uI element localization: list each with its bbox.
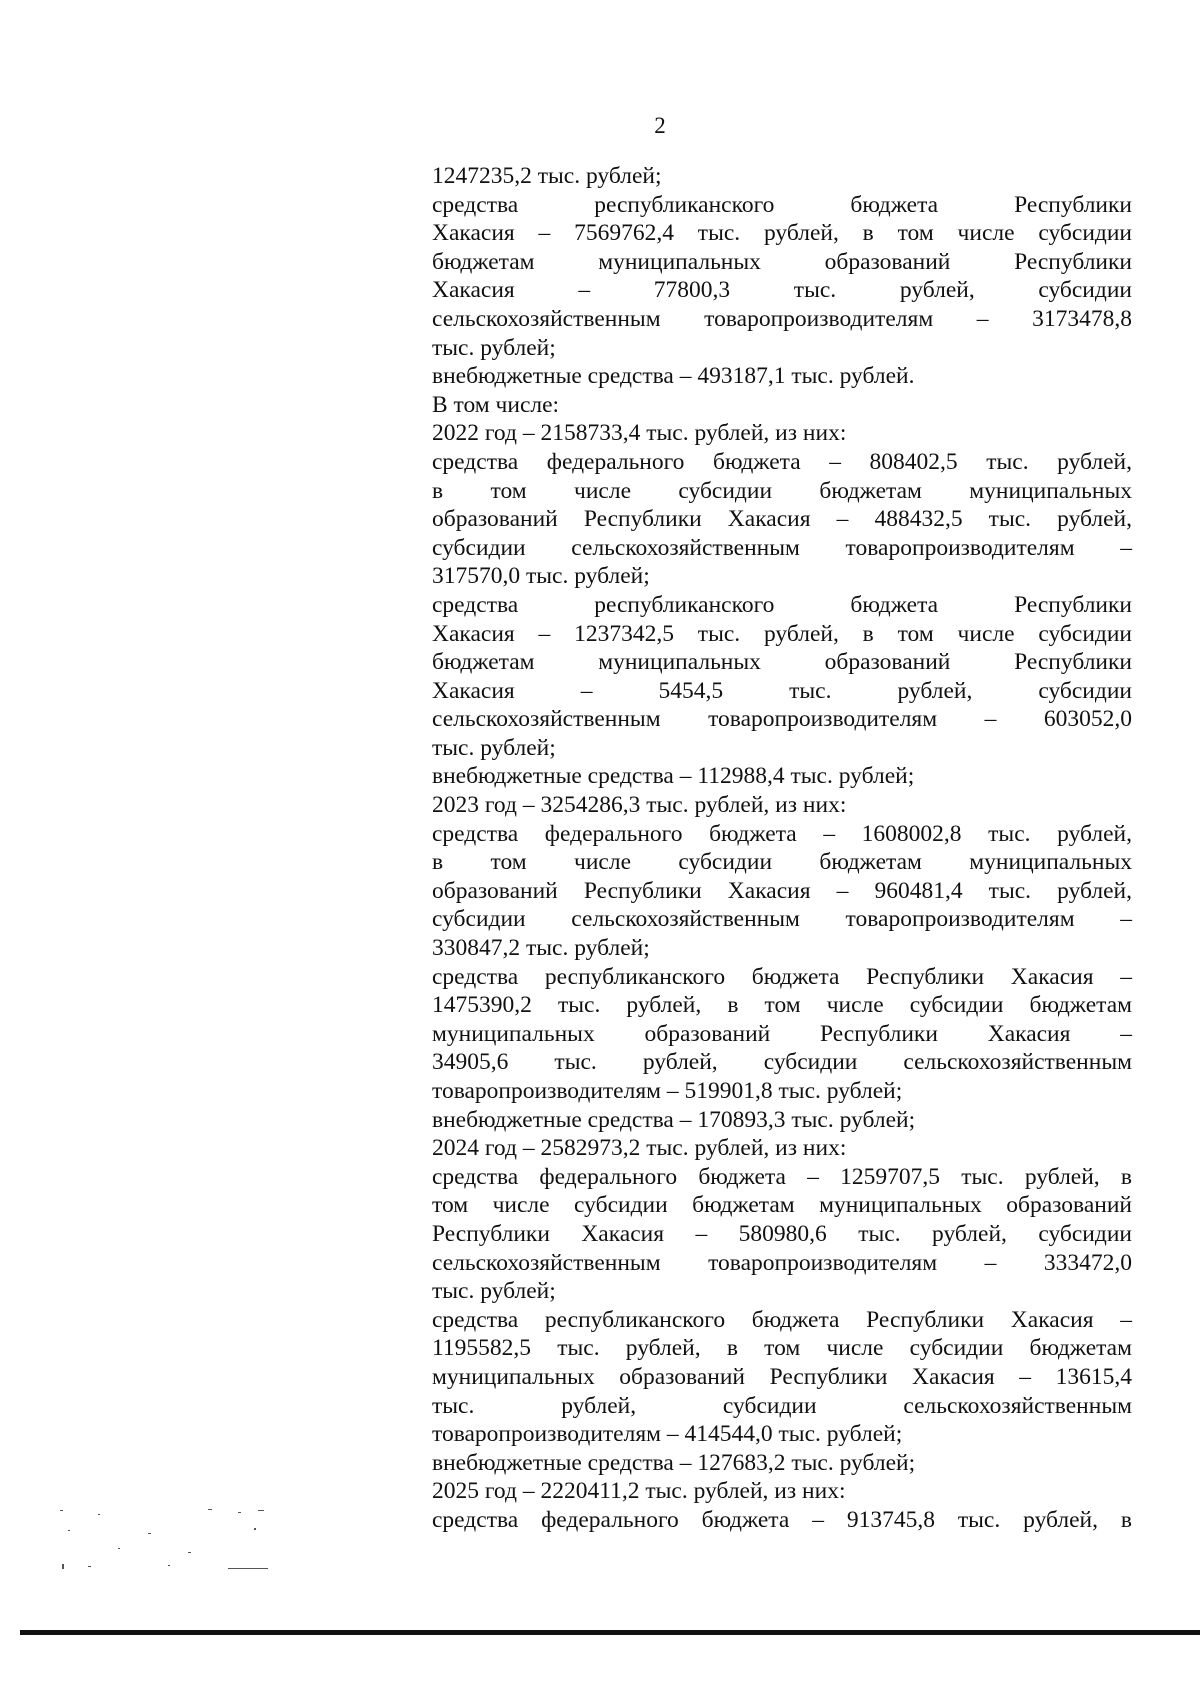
text-line: тыс. рублей, субсидии сельскохозяйственным: [432, 1392, 1132, 1419]
text-line: 1475390,2 тыс. рублей, в том числе субсидии бюджетам: [432, 992, 1132, 1019]
text-line: средства федерального бюджета – 1259707,5 тыс. рублей, в: [432, 1163, 1132, 1190]
scan-artifact: [58, 1508, 278, 1578]
text-line: сельскохозяйственным товаропроизводителям – 3173478,8: [432, 305, 1132, 332]
text-line: 1247235,2 тыс. рублей;: [432, 163, 662, 189]
text-line: субсидии сельскохозяйственным товаропроизводителям –: [432, 534, 1132, 561]
text-line: тыс. рублей;: [432, 334, 556, 361]
text-line: субсидии сельскохозяйственным товаропроизводителям –: [432, 906, 1132, 933]
text-line: средства республиканского бюджета Республики: [432, 191, 1132, 218]
text-line: средства федерального бюджета – 913745,8 тыс. рублей, в: [432, 1506, 1132, 1533]
text-line: 330847,2 тыс. рублей;: [432, 935, 650, 962]
text-line: товаропроизводителям – 414544,0 тыс. рублей;: [432, 1421, 903, 1448]
text-line: 2024 год – 2582973,2 тыс. рублей, из них:: [432, 1135, 847, 1162]
text-line: 1195582,5 тыс. рублей, в том числе субсидии бюджетам: [432, 1335, 1132, 1362]
text-line: 2025 год – 2220411,2 тыс. рублей, из них:: [432, 1478, 846, 1505]
text-line: внебюджетные средства – 170893,3 тыс. рублей;: [432, 1106, 916, 1133]
text-line: образований Республики Хакасия – 488432,5 тыс. рублей,: [432, 506, 1132, 533]
text-line: 2023 год – 3254286,3 тыс. рублей, из них:: [432, 792, 847, 819]
text-line: Хакасия – 77800,3 тыс. рублей, субсидии: [432, 277, 1132, 304]
text-line: средства республиканского бюджета Республики: [432, 591, 1132, 618]
text-line: внебюджетные средства – 127683,2 тыс. рублей;: [432, 1449, 916, 1476]
text-line: образований Республики Хакасия – 960481,4 тыс. рублей,: [432, 877, 1132, 904]
text-line: муниципальных образований Республики Хакасия – 13615,4: [432, 1363, 1132, 1390]
text-line: сельскохозяйственным товаропроизводителям – 603052,0: [432, 706, 1132, 733]
text-line: бюджетам муниципальных образований Республики: [432, 649, 1132, 676]
text-line: в том числе субсидии бюджетам муниципальных: [432, 849, 1132, 876]
text-line: средства федерального бюджета – 1608002,8 тыс. рублей,: [432, 820, 1132, 847]
text-line: Республики Хакасия – 580980,6 тыс. рублей, субсидии: [432, 1220, 1132, 1247]
text-line: В том числе:: [432, 391, 560, 418]
text-line: тыс. рублей;: [432, 734, 556, 761]
page-number: 2: [654, 113, 666, 138]
text-line: Хакасия – 7569762,4 тыс. рублей, в том числе субсидии: [432, 220, 1132, 247]
text-line: товаропроизводителям – 519901,8 тыс. рублей;: [432, 1078, 903, 1104]
text-line: Хакасия – 1237342,5 тыс. рублей, в том числе субсидии: [432, 620, 1132, 647]
text-line: 34905,6 тыс. рублей, субсидии сельскохозяйственным: [432, 1049, 1132, 1076]
text-line: Хакасия – 5454,5 тыс. рублей, субсидии: [432, 677, 1132, 704]
footer-rule: [20, 1630, 1200, 1635]
text-line: средства республиканского бюджета Республики Хакасия –: [432, 1306, 1132, 1333]
text-line: средства республиканского бюджета Республики Хакасия –: [432, 963, 1132, 990]
text-line: средства федерального бюджета – 808402,5 тыс. рублей,: [432, 448, 1132, 475]
text-line: том числе субсидии бюджетам муниципальных образований: [432, 1192, 1132, 1219]
text-line: внебюджетные средства – 112988,4 тыс. рублей;: [432, 763, 915, 790]
text-line: 317570,0 тыс. рублей;: [432, 563, 650, 590]
text-line: муниципальных образований Республики Хакасия –: [432, 1020, 1132, 1047]
text-line: тыс. рублей;: [432, 1278, 556, 1305]
text-line: бюджетам муниципальных образований Республики: [432, 248, 1132, 275]
document-body: [432, 162, 1132, 1535]
text-line: сельскохозяйственным товаропроизводителям – 333472,0: [432, 1249, 1132, 1276]
text-line: в том числе субсидии бюджетам муниципальных: [432, 477, 1132, 504]
text-line: внебюджетные средства – 493187,1 тыс. рублей.: [432, 363, 915, 390]
text-line: 2022 год – 2158733,4 тыс. рублей, из них:: [432, 420, 847, 447]
